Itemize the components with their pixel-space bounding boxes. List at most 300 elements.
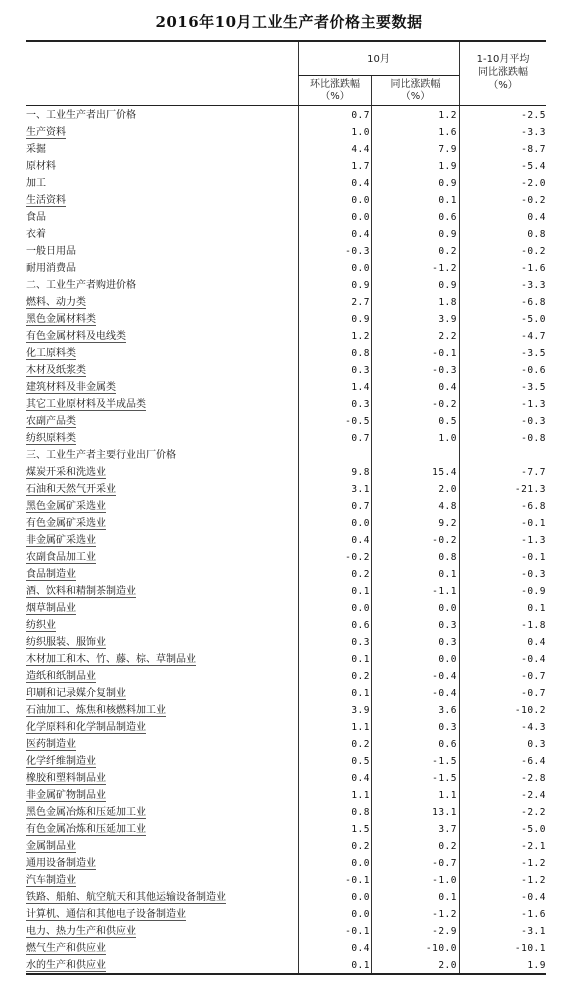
yoy-change-cell: 0.2: [438, 246, 457, 257]
ytd-yoy-change-cell: -3.5: [521, 348, 546, 359]
table-row: [26, 124, 546, 141]
mom-change-cell: 0.4: [351, 178, 370, 189]
row-name-cell: [26, 515, 298, 532]
table-row: [26, 855, 546, 872]
table-row: [26, 889, 546, 906]
row-label: 采掘: [26, 144, 46, 155]
row-label: 三、工业生产者主要行业出厂价格: [26, 450, 176, 461]
row-name-cell: [26, 821, 298, 838]
table-row: [26, 770, 546, 787]
mom-change-cell: -0.5: [345, 416, 370, 427]
row-name-cell: [26, 379, 298, 396]
ytd-yoy-change-cell: -1.6: [521, 909, 546, 920]
mom-change-cell: 0.4: [351, 535, 370, 546]
yoy-change-cell: 1.8: [438, 297, 457, 308]
header-col1-label: 环比涨跌幅: [310, 79, 360, 90]
ytd-yoy-change-cell: 0.4: [527, 637, 546, 648]
row-label: 黑色金属矿采选业: [26, 501, 106, 512]
table-row: [26, 209, 546, 226]
row-name-cell: [26, 855, 298, 872]
table-row: [26, 464, 546, 481]
table-row: [26, 821, 546, 838]
yoy-change-cell: 0.3: [438, 637, 457, 648]
ytd-yoy-change-cell: -0.8: [521, 433, 546, 444]
table-row: [26, 379, 546, 396]
table-row: [26, 481, 546, 498]
header-group-label: 10月: [367, 54, 390, 65]
ytd-yoy-change-cell: -0.7: [521, 688, 546, 699]
ytd-yoy-change-cell: -2.0: [521, 178, 546, 189]
row-label: 橡胶和塑料制品业: [26, 773, 106, 784]
page-title: 2016年10月工业生产者价格主要数据: [155, 13, 423, 31]
row-label: 黑色金属材料类: [26, 314, 96, 325]
row-label: 其它工业原材料及半成品类: [26, 399, 146, 410]
yoy-change-cell: -0.1: [432, 348, 457, 359]
ytd-yoy-change-cell: -0.2: [521, 195, 546, 206]
row-label: 化学纤维制造业: [26, 756, 96, 767]
yoy-change-cell: 7.9: [438, 144, 457, 155]
header-col3-label-line1: 1-10月平均: [476, 54, 530, 65]
yoy-change-cell: [370, 447, 457, 464]
row-label: 生产资料: [26, 127, 66, 138]
mom-change-cell: -0.1: [345, 875, 370, 886]
ytd-yoy-change-cell: -3.3: [521, 127, 546, 138]
mom-change-cell: [298, 447, 370, 464]
row-label: 有色金属矿采选业: [26, 518, 106, 529]
mom-change-cell: 1.2: [351, 331, 370, 342]
row-label: 石油和天然气开采业: [26, 484, 116, 495]
table-row: [26, 719, 546, 736]
yoy-change-cell: 15.4: [432, 467, 457, 478]
row-name-cell: [26, 481, 298, 498]
header-col3-label-line2: 同比涨跌幅: [478, 67, 528, 78]
table-row: [26, 787, 546, 804]
ytd-yoy-change-cell: -0.7: [521, 671, 546, 682]
row-label: 木材及纸浆类: [26, 365, 86, 376]
row-name-cell: [26, 294, 298, 311]
mom-change-cell: 1.0: [351, 127, 370, 138]
yoy-change-cell: 0.2: [438, 841, 457, 852]
mom-change-cell: 0.3: [351, 399, 370, 410]
mom-change-cell: 0.0: [351, 518, 370, 529]
mom-change-cell: 4.4: [351, 144, 370, 155]
ytd-yoy-change-cell: -2.8: [521, 773, 546, 784]
row-label: 燃气生产和供应业: [26, 943, 106, 954]
row-name-cell: [26, 532, 298, 549]
row-label: 衣着: [26, 229, 46, 240]
yoy-change-cell: -10.0: [425, 943, 457, 954]
ytd-yoy-change-cell: 0.3: [527, 739, 546, 750]
table-row: [26, 294, 546, 311]
row-label: 印刷和记录媒介复制业: [26, 688, 126, 699]
mom-change-cell: 0.0: [351, 195, 370, 206]
mom-change-cell: 0.1: [351, 654, 370, 665]
mom-change-cell: 0.0: [351, 212, 370, 223]
table-body: [26, 107, 546, 974]
mom-change-cell: 0.9: [351, 314, 370, 325]
mom-change-cell: 1.1: [351, 722, 370, 733]
header-col2-label: 同比涨跌幅: [390, 79, 441, 90]
row-label: 非金属矿采选业: [26, 535, 96, 546]
mom-change-cell: 1.4: [351, 382, 370, 393]
yoy-change-cell: -1.5: [432, 773, 457, 784]
table-row: [26, 498, 546, 515]
yoy-change-cell: 0.9: [438, 280, 457, 291]
ytd-yoy-change-cell: -4.7: [521, 331, 546, 342]
table-row: [26, 583, 546, 600]
mom-change-cell: 0.9: [351, 280, 370, 291]
yoy-change-cell: -1.2: [432, 909, 457, 920]
row-name-cell: [26, 549, 298, 566]
row-label: 电力、热力生产和供应业: [26, 926, 136, 937]
row-name-cell: [26, 600, 298, 617]
table-row: [26, 668, 546, 685]
row-name-cell: [26, 124, 298, 141]
ytd-yoy-change-cell: 0.4: [527, 212, 546, 223]
mom-change-cell: 0.1: [351, 960, 370, 971]
yoy-change-cell: -1.2: [432, 263, 457, 274]
table-row: [26, 804, 546, 821]
yoy-change-cell: -1.0: [432, 875, 457, 886]
row-name-cell: [26, 498, 298, 515]
row-label: 计算机、通信和其他电子设备制造业: [26, 909, 186, 920]
mom-change-cell: 3.1: [351, 484, 370, 495]
row-name-cell: [26, 464, 298, 481]
row-name-cell: [26, 804, 298, 821]
row-name-cell: [26, 770, 298, 787]
ytd-yoy-change-cell: [457, 447, 546, 464]
row-name-cell: [26, 311, 298, 328]
table-row: [26, 345, 546, 362]
row-name-cell: [26, 260, 298, 277]
ytd-yoy-change-cell: -4.3: [521, 722, 546, 733]
ytd-yoy-change-cell: -0.9: [521, 586, 546, 597]
table-row: [26, 600, 546, 617]
yoy-change-cell: 1.2: [438, 110, 457, 121]
mom-change-cell: 0.2: [351, 841, 370, 852]
ytd-yoy-change-cell: -1.8: [521, 620, 546, 631]
table-row: [26, 634, 546, 651]
table-row: [26, 413, 546, 430]
table-row: [26, 158, 546, 175]
row-name-cell: [26, 192, 298, 209]
table-row: [26, 396, 546, 413]
mom-change-cell: 0.1: [351, 586, 370, 597]
row-name-cell: [26, 107, 298, 124]
mom-change-cell: 9.8: [351, 467, 370, 478]
row-name-cell: [26, 345, 298, 362]
mom-change-cell: -0.3: [345, 246, 370, 257]
yoy-change-cell: -0.2: [432, 399, 457, 410]
row-name-cell: [26, 209, 298, 226]
ytd-yoy-change-cell: -0.6: [521, 365, 546, 376]
yoy-change-cell: -0.2: [432, 535, 457, 546]
yoy-change-cell: 0.9: [438, 229, 457, 240]
yoy-change-cell: 0.1: [438, 195, 457, 206]
mom-change-cell: 0.6: [351, 620, 370, 631]
row-label: 加工: [26, 178, 46, 189]
yoy-change-cell: 0.1: [438, 569, 457, 580]
header-bottom-rule: [26, 105, 546, 106]
ytd-yoy-change-cell: -5.0: [521, 824, 546, 835]
row-name-cell: [26, 141, 298, 158]
ytd-yoy-change-cell: 1.9: [527, 960, 546, 971]
row-label: 一、工业生产者出厂价格: [26, 110, 136, 121]
yoy-change-cell: 0.3: [438, 722, 457, 733]
header-col3-unit: （%）: [488, 80, 518, 91]
header-group-rule: [298, 75, 459, 76]
row-label: 生活资料: [26, 195, 66, 206]
table-row: [26, 702, 546, 719]
yoy-change-cell: 2.2: [438, 331, 457, 342]
ytd-yoy-change-cell: -6.8: [521, 297, 546, 308]
ytd-yoy-change-cell: -2.5: [521, 110, 546, 121]
ytd-yoy-change-cell: -2.2: [521, 807, 546, 818]
ytd-yoy-change-cell: -6.4: [521, 756, 546, 767]
yoy-change-cell: 3.9: [438, 314, 457, 325]
row-name-cell: [26, 787, 298, 804]
table-row: [26, 328, 546, 345]
row-label: 纺织业: [26, 620, 56, 631]
yoy-change-cell: 0.9: [438, 178, 457, 189]
yoy-change-cell: 0.6: [438, 212, 457, 223]
yoy-change-cell: 1.1: [438, 790, 457, 801]
mom-change-cell: 0.5: [351, 756, 370, 767]
ytd-yoy-change-cell: -0.4: [521, 892, 546, 903]
table-row: [26, 651, 546, 668]
row-label: 建筑材料及非金属类: [26, 382, 116, 393]
yoy-change-cell: -1.5: [432, 756, 457, 767]
ytd-yoy-change-cell: -3.5: [521, 382, 546, 393]
yoy-change-cell: -0.4: [432, 671, 457, 682]
mom-change-cell: 0.0: [351, 892, 370, 903]
row-label: 烟草制品业: [26, 603, 76, 614]
row-name-cell: [26, 226, 298, 243]
table-row: [26, 226, 546, 243]
row-name-cell: [26, 634, 298, 651]
ytd-yoy-change-cell: 0.8: [527, 229, 546, 240]
table-row: [26, 260, 546, 277]
row-label: 造纸和纸制品业: [26, 671, 96, 682]
yoy-change-cell: 13.1: [432, 807, 457, 818]
row-label: 燃料、动力类: [26, 297, 86, 308]
row-name-cell: [26, 668, 298, 685]
row-label: 煤炭开采和洗选业: [26, 467, 106, 478]
ytd-yoy-change-cell: -2.1: [521, 841, 546, 852]
ytd-yoy-change-cell: -6.8: [521, 501, 546, 512]
table-row: [26, 141, 546, 158]
yoy-change-cell: 3.6: [438, 705, 457, 716]
row-name-cell: [26, 243, 298, 260]
row-label: 食品制造业: [26, 569, 76, 580]
table-row: [26, 515, 546, 532]
mom-change-cell: 0.7: [351, 433, 370, 444]
yoy-change-cell: 0.0: [438, 654, 457, 665]
ytd-yoy-change-cell: -10.2: [514, 705, 546, 716]
yoy-change-cell: 2.0: [438, 960, 457, 971]
row-label: 农副产品类: [26, 416, 76, 427]
yoy-change-cell: -2.9: [432, 926, 457, 937]
row-label: 汽车制造业: [26, 875, 76, 886]
row-label: 化工原料类: [26, 348, 76, 359]
row-label: 石油加工、炼焦和核燃料加工业: [26, 705, 166, 716]
row-name-cell: [26, 940, 298, 957]
row-label: 纺织服装、服饰业: [26, 637, 106, 648]
table-row: [26, 107, 546, 124]
row-label: 食品: [26, 212, 46, 223]
row-name-cell: [26, 906, 298, 923]
row-name-cell: [26, 702, 298, 719]
yoy-change-cell: 0.6: [438, 739, 457, 750]
mom-change-cell: -0.2: [345, 552, 370, 563]
ytd-yoy-change-cell: -8.7: [521, 144, 546, 155]
row-label: 原材料: [26, 161, 56, 172]
yoy-change-cell: -0.7: [432, 858, 457, 869]
table-row: [26, 430, 546, 447]
ytd-yoy-change-cell: -0.3: [521, 569, 546, 580]
ytd-yoy-change-cell: -1.2: [521, 875, 546, 886]
table-row: [26, 923, 546, 940]
table-row: [26, 311, 546, 328]
row-label: 有色金属冶炼和压延加工业: [26, 824, 146, 835]
row-name-cell: [26, 651, 298, 668]
table-row: [26, 838, 546, 855]
ytd-yoy-change-cell: -5.0: [521, 314, 546, 325]
row-label: 纺织原料类: [26, 433, 76, 444]
row-name-cell: [26, 566, 298, 583]
table-row: [26, 906, 546, 923]
table-row: [26, 872, 546, 889]
row-label: 酒、饮料和精制茶制造业: [26, 586, 136, 597]
table-row: [26, 940, 546, 957]
mom-change-cell: 0.4: [351, 943, 370, 954]
row-label: 铁路、船舶、航空航天和其他运输设备制造业: [26, 892, 226, 903]
mom-change-cell: 0.2: [351, 739, 370, 750]
ytd-yoy-change-cell: -0.1: [521, 518, 546, 529]
row-name-cell: [26, 957, 298, 974]
row-label: 有色金属材料及电线类: [26, 331, 126, 342]
price-data-table: [26, 107, 546, 974]
mom-change-cell: 0.8: [351, 348, 370, 359]
table-row: [26, 175, 546, 192]
row-name-cell: [26, 583, 298, 600]
yoy-change-cell: -1.1: [432, 586, 457, 597]
table-row: [26, 277, 546, 294]
row-label: 化学原料和化学制品制造业: [26, 722, 146, 733]
row-name-cell: [26, 430, 298, 447]
mom-change-cell: 0.0: [351, 858, 370, 869]
row-label: 金属制品业: [26, 841, 76, 852]
row-label: 医药制造业: [26, 739, 76, 750]
ytd-yoy-change-cell: -1.6: [521, 263, 546, 274]
yoy-change-cell: 0.0: [438, 603, 457, 614]
mom-change-cell: 0.0: [351, 603, 370, 614]
row-name-cell: [26, 923, 298, 940]
row-label: 水的生产和供应业: [26, 960, 106, 971]
row-label: 农副食品加工业: [26, 552, 96, 563]
mom-change-cell: 0.8: [351, 807, 370, 818]
ytd-yoy-change-cell: -1.3: [521, 399, 546, 410]
row-label: 木材加工和木、竹、藤、棕、草制品业: [26, 654, 196, 665]
yoy-change-cell: 0.5: [438, 416, 457, 427]
row-label: 非金属矿物制品业: [26, 790, 106, 801]
row-name-cell: [26, 328, 298, 345]
row-name-cell: [26, 838, 298, 855]
ytd-yoy-change-cell: -3.3: [521, 280, 546, 291]
mom-change-cell: 0.0: [351, 909, 370, 920]
yoy-change-cell: 0.1: [438, 892, 457, 903]
row-name-cell: [26, 617, 298, 634]
ytd-yoy-change-cell: -1.3: [521, 535, 546, 546]
ytd-yoy-change-cell: -3.1: [521, 926, 546, 937]
row-name-cell: [26, 753, 298, 770]
row-name-cell: [26, 175, 298, 192]
ytd-yoy-change-cell: -0.4: [521, 654, 546, 665]
table-top-rule: [26, 40, 546, 42]
table-row: [26, 447, 546, 464]
mom-change-cell: 3.9: [351, 705, 370, 716]
mom-change-cell: -0.1: [345, 926, 370, 937]
mom-change-cell: 0.7: [351, 110, 370, 121]
mom-change-cell: 1.1: [351, 790, 370, 801]
table-row: [26, 243, 546, 260]
row-name-cell: [26, 158, 298, 175]
mom-change-cell: 1.7: [351, 161, 370, 172]
table-row: [26, 957, 546, 974]
yoy-change-cell: 9.2: [438, 518, 457, 529]
ytd-yoy-change-cell: -0.1: [521, 552, 546, 563]
table-row: [26, 532, 546, 549]
row-label: 一般日用品: [26, 246, 76, 257]
yoy-change-cell: -0.3: [432, 365, 457, 376]
yoy-change-cell: 3.7: [438, 824, 457, 835]
ytd-yoy-change-cell: -0.2: [521, 246, 546, 257]
ytd-yoy-change-cell: -7.7: [521, 467, 546, 478]
row-name-cell: [26, 736, 298, 753]
yoy-change-cell: 0.4: [438, 382, 457, 393]
yoy-change-cell: 0.3: [438, 620, 457, 631]
ytd-yoy-change-cell: -2.4: [521, 790, 546, 801]
table-row: [26, 736, 546, 753]
row-label: 黑色金属冶炼和压延加工业: [26, 807, 146, 818]
table-row: [26, 617, 546, 634]
ytd-yoy-change-cell: -10.1: [514, 943, 546, 954]
yoy-change-cell: 1.0: [438, 433, 457, 444]
table-row: [26, 566, 546, 583]
ytd-yoy-change-cell: 0.1: [527, 603, 546, 614]
ytd-yoy-change-cell: -21.3: [514, 484, 546, 495]
table-row: [26, 549, 546, 566]
ytd-yoy-change-cell: -5.4: [521, 161, 546, 172]
ytd-yoy-change-cell: -0.3: [521, 416, 546, 427]
mom-change-cell: 0.3: [351, 365, 370, 376]
table-row: [26, 362, 546, 379]
mom-change-cell: 0.3: [351, 637, 370, 648]
table-row: [26, 685, 546, 702]
mom-change-cell: 0.2: [351, 671, 370, 682]
mom-change-cell: 0.2: [351, 569, 370, 580]
row-name-cell: [26, 277, 298, 294]
table-row: [26, 192, 546, 209]
row-label: 耐用消费品: [26, 263, 76, 274]
mom-change-cell: 0.4: [351, 229, 370, 240]
mom-change-cell: 0.4: [351, 773, 370, 784]
mom-change-cell: 0.7: [351, 501, 370, 512]
yoy-change-cell: 4.8: [438, 501, 457, 512]
ytd-yoy-change-cell: -1.2: [521, 858, 546, 869]
yoy-change-cell: 0.8: [438, 552, 457, 563]
row-name-cell: [26, 872, 298, 889]
